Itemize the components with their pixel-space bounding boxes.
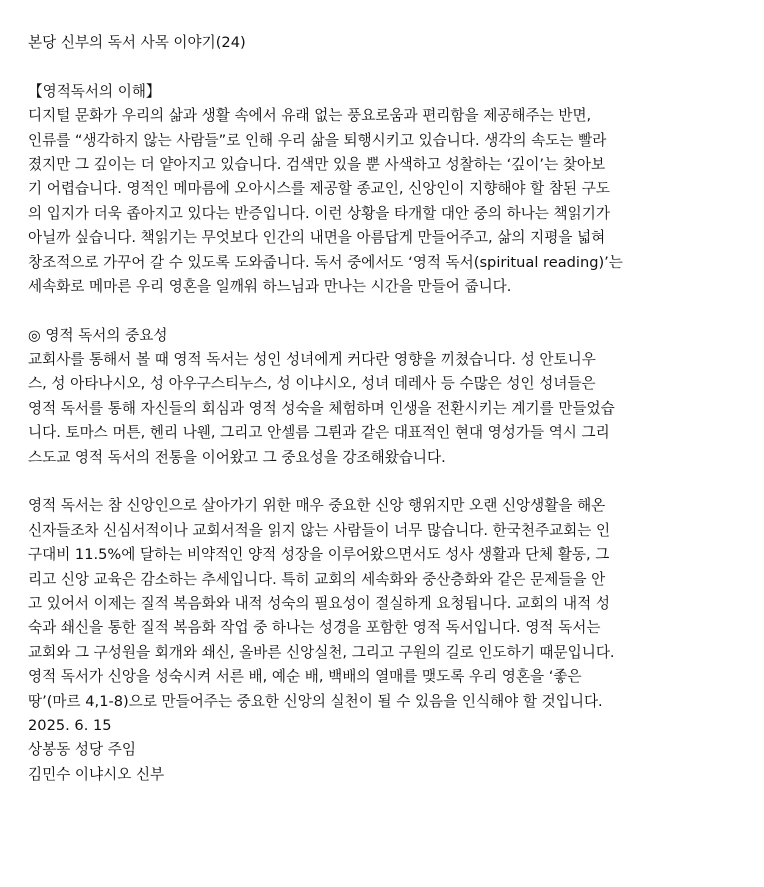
paragraph-line: 세속화로 메마른 우리 영혼을 일깨워 하느님과 만나는 시간을 만들어 줍니다. [28,277,512,295]
document-title: 본당 신부의 독서 사목 이야기(24) [28,34,246,51]
paragraph-line: 창조적으로 가꾸어 갈 수 있도록 도와줍니다. 독서 중에서도 ‘영적 독서(spiritual reading)’는 [28,253,623,271]
paragraph-line: 교회사를 통해서 볼 때 영적 독서는 성인 성녀에게 커다란 영향을 끼쳤습니다. 성 안토니우 [28,351,596,369]
signature-parish: 상봉동 성당 주임 [28,741,136,759]
section-understanding [28,80,740,300]
paragraph-line: 의 입지가 더욱 좁아지고 있다는 반증입니다. 이런 상황을 타개할 대안 중의 하나는 책읽기가 [28,204,610,222]
paragraph-line: 스, 성 아타나시오, 성 아우구스티누스, 성 이냐시오, 성녀 데레사 등 수많은 성인 성녀들은 [28,375,596,393]
section-importance [28,324,740,714]
paragraph-line: 구대비 11.5%에 달하는 비약적인 양적 성장을 이루어왔으면서도 성사 생활과 단체 활동, 그 [28,546,610,564]
paragraph-line: 리고 신앙 교육은 감소하는 추세입니다. 특히 교회의 세속화와 중산층화와 같은 문제들을 안 [28,570,606,588]
paragraph-line: 신자들조차 신심서적이나 교회서적을 읽지 않는 사람들이 너무 많습니다. 한국천주교회는 인 [28,521,611,539]
paragraph-line: 영적 독서는 참 신앙인으로 살아가기 위한 매우 중요한 신앙 행위지만 오랜 신앙생활을 해온 [28,497,606,515]
paragraph-line: 인류를 “생각하지 않는 사람들”로 인해 우리 삶을 퇴행시키고 있습니다. 생각의 속도는 빨라 [28,131,607,149]
paragraph-line: 영적 독서를 통해 자신들의 회심과 영적 성숙을 체험하며 인생을 전환시키는 계기를 만들었습 [28,399,615,417]
section-heading: ◎ 영적 독서의 중요성 [28,326,168,344]
section-heading: 【영적독서의 이해】 [28,82,161,100]
spacer [28,299,740,323]
paragraph-line: 교회와 그 구성원을 회개와 쇄신, 올바른 신앙실천, 그리고 구원의 길로 인도하기 때문입니다. [28,643,615,661]
paragraph-line: 니다. 토마스 머튼, 헨리 나웬, 그리고 안셀름 그륀과 같은 대표적인 현대 영성가들 역시 그리 [28,424,610,442]
signature-date: 2025. 6. 15 [28,716,112,734]
signature-author: 김민수 이냐시오 신부 [28,765,165,783]
spacer [28,55,740,79]
spacer [28,470,740,494]
paragraph-line: 영적 독서가 신앙을 성숙시켜 서른 배, 예순 배, 백배의 열매를 맺도록 우리 영혼을 ‘좋은 [28,668,582,686]
paragraph-line: 고 있어서 이제는 질적 복음화와 내적 성숙의 필요성이 절실하게 요청됩니다. 교회의 내적 성 [28,594,610,612]
paragraph-line: 디지털 문화가 우리의 삶과 생활 속에서 유래 없는 풍요로움과 편리함을 제공해주는 반면, [28,107,592,125]
paragraph-line: 땅’(마르 4,1-8)으로 만들어주는 중요한 신앙의 실천이 될 수 있음을 인식해야 할 것입니다. [28,692,603,710]
signature-block [28,714,740,787]
paragraph-line: 숙과 쇄신을 통한 질적 복음화 작업 중 하나는 성경을 포함한 영적 독서입니다. 영적 독서는 [28,619,601,637]
paragraph-line: 아닐까 싶습니다. 책읽기는 무엇보다 인간의 내면을 아름답게 만들어주고, 삶의 지평을 넓혀 [28,229,606,247]
paragraph-line: 기 어렵습니다. 영적인 메마름에 오아시스를 제공할 종교인, 신앙인이 지향해야 할 참된 구도 [28,180,610,198]
paragraph-line: 스도교 영적 독서의 전통을 이어왔고 그 중요성을 강조해왔습니다. [28,448,446,466]
paragraph-line: 졌지만 그 깊이는 더 얕아지고 있습니다. 검색만 있을 뿐 사색하고 성찰하는 ‘깊이’는 찾아보 [28,155,606,173]
